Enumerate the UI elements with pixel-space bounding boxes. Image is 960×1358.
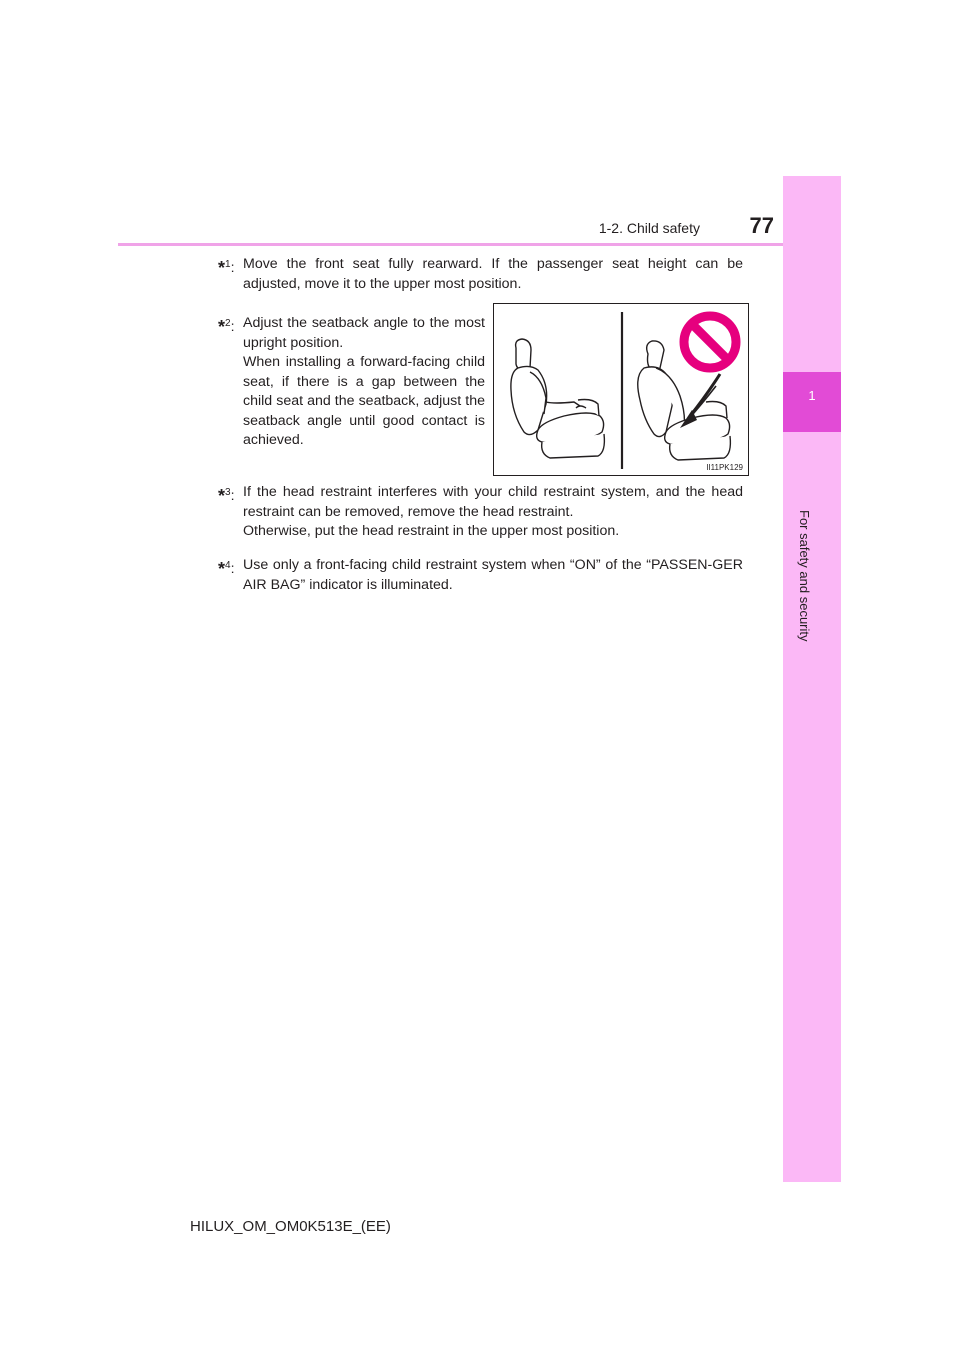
footnote-text: Use only a front-facing child restraint system when “ON” of the “PASSEN-GER AIR BAG” indicator is illuminated. (243, 557, 743, 593)
footnote-marker: *$^4$: (218, 559, 235, 579)
chapter-title: For safety and security (797, 510, 812, 642)
page-number: 77 (749, 213, 774, 238)
footnote-text: If the head restraint interferes with your child restraint system, and the head restraint can be removed, remove the head restraint. (243, 484, 743, 520)
footnote-1 (218, 255, 743, 294)
footnote-3 (218, 483, 743, 542)
footnote-text: Otherwise, put the head restraint in the upper most position. (243, 523, 620, 539)
chapter-number: 1 (808, 388, 816, 403)
footnote-marker: *$^1$: (218, 258, 235, 278)
footnote-text: When installing a forward-facing child seat, if there is a gap between the child seat and the seatback, adjust the seatback angle until good contact is achieved. (243, 354, 485, 448)
footnote-marker: *$^3$: (218, 486, 235, 506)
header-rule (118, 243, 783, 246)
chapter-side-tab (783, 176, 841, 1182)
document-code: HILUX_OM_OM0K513E_(EE) (190, 1218, 391, 1235)
section-title: 1-2. Child safety (598, 220, 700, 236)
reclined-seat-with-gap-icon (638, 341, 731, 460)
seat-illustration (493, 303, 749, 476)
footnote-text: Move the front seat fully rearward. If the passenger seat height can be adjusted, move it to the upper most position. (243, 256, 743, 292)
footnote-marker: *$^2$: (218, 317, 235, 337)
prohibited-icon (684, 316, 736, 368)
footnote-text: Adjust the seatback angle to the most upright position. (243, 315, 485, 351)
figure-code: II11PK129 (706, 463, 743, 472)
upright-seat-icon (511, 339, 605, 458)
footnote-4 (218, 556, 743, 595)
footnote-2 (218, 314, 485, 451)
